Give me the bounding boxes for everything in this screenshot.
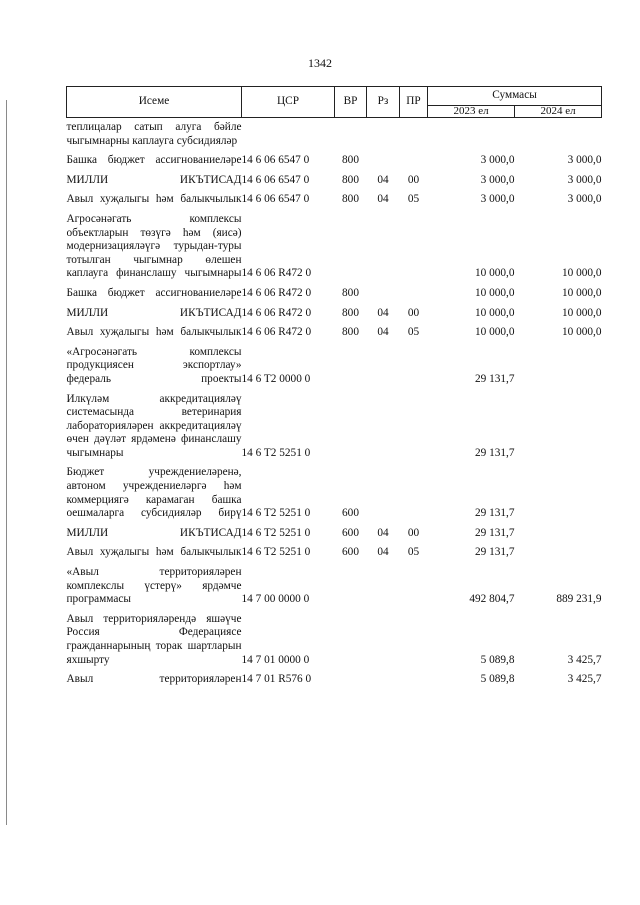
row-vr: 800 [342,326,359,339]
row-vr [335,390,367,464]
row-name: Авыл территорияләрен [66,673,242,686]
row-vr [335,343,367,390]
row-pr [400,151,428,171]
row-name: «Агросәнәгать комплексы продукциясен экспортлау» федераль проекты [66,345,242,385]
table-row [67,190,602,210]
row-name: Бюджет учреждениеләренә, автоном учреждениеләргә һәм коммерциягә карамаган башка оешмаларга субсидияләр бирү [66,466,242,520]
row-sum-2024 [515,543,602,563]
table-row [67,151,602,171]
row-rz: 04 [377,546,389,559]
table-header [67,87,602,118]
row-rz [367,670,400,690]
row-vr: 800 [342,154,359,167]
row-sum-2024: 3 000,0 [567,154,602,167]
row-rz: 04 [377,326,389,339]
row-sum-2024: 3 000,0 [567,173,602,186]
row-csr: 14 7 00 0000 0 [241,593,310,606]
row-sum-2024: 10 000,0 [561,267,602,280]
row-sum-2024 [515,118,602,152]
row-csr: 14 6 06 R472 0 [241,326,312,339]
row-rz [367,210,400,284]
table-row [67,563,602,610]
row-sum-2024 [515,524,602,544]
row-rz [367,151,400,171]
row-pr [400,390,428,464]
table-row [67,524,602,544]
row-sum-2024: 3 425,7 [567,673,602,686]
row-rz: 04 [377,306,389,319]
row-pr: 05 [407,193,420,206]
row-sum-2023: 29 131,7 [474,546,515,559]
column-header-csr: ЦСР [242,87,335,118]
table-row [67,118,602,152]
row-vr [335,210,367,284]
row-csr: 14 6 T2 5251 0 [241,526,311,539]
column-header-rz: Рз [367,87,400,118]
row-sum-2023: 3 000,0 [480,154,515,167]
row-sum-2023: 3 000,0 [480,193,515,206]
row-sum-2024: 10 000,0 [561,286,602,299]
column-header-vr: ВР [335,87,367,118]
table-row [67,210,602,284]
row-csr: 14 6 06 6547 0 [241,193,310,206]
row-vr [335,670,367,690]
row-sum-2023: 29 131,7 [474,446,515,459]
row-sum-2024 [515,343,602,390]
column-header-2023: 2023 ел [428,106,515,118]
row-pr [400,670,428,690]
column-header-pr: ПР [400,87,428,118]
row-sum-2024 [515,390,602,464]
row-sum-2024: 3 000,0 [567,193,602,206]
row-vr: 800 [342,193,359,206]
row-name: Авыл территорияләрендә яшәүче Россия Федерациясе гражданнарының торак шартларын яхшырту [66,612,242,666]
row-vr [335,118,367,152]
row-rz [367,563,400,610]
row-rz: 04 [377,526,389,539]
row-csr: 14 6 T2 5251 0 [241,446,311,459]
row-sum-2024 [515,463,602,523]
row-pr: 00 [407,173,420,186]
row-sum-2024: 889 231,9 [556,593,602,606]
row-pr: 00 [407,526,420,539]
column-header-name: Исеме [67,87,242,118]
row-name: Агросәнәгать комплексы объектларын төзүгә һәм (яисә) модернизацияләүгә турыдан-туры тотылган чыгымнар өлешен каплауга финанслашу чыгымнары [66,212,242,280]
row-sum-2023: 5 089,8 [480,673,515,686]
row-sum-2024: 10 000,0 [561,306,602,319]
row-sum-2023: 29 131,7 [474,507,515,520]
row-pr: 00 [407,306,420,319]
row-sum-2023: 29 131,7 [474,526,515,539]
row-name: Башка бюджет ассигнованиеләре [66,154,242,167]
row-pr [400,563,428,610]
row-csr: 14 6 T2 0000 0 [241,372,311,385]
row-sum-2023: 5 089,8 [480,653,515,666]
row-sum-2023: 10 000,0 [474,286,515,299]
row-vr: 800 [342,286,359,299]
table-row [67,284,602,304]
row-name: МИЛЛИ ИКЪТИСАД [66,526,242,539]
row-sum-2023: 3 000,0 [480,173,515,186]
table-row [67,304,602,324]
row-csr: 14 7 01 R576 0 [241,673,312,686]
row-csr: 14 6 T2 5251 0 [241,507,311,520]
row-name: Башка бюджет ассигнованиеләре [66,286,242,299]
table-body [67,118,602,690]
row-vr: 800 [342,173,359,186]
table-row [67,171,602,191]
row-name: МИЛЛИ ИКЪТИСАД [66,306,242,319]
row-csr: 14 7 01 0000 0 [241,653,310,666]
row-vr: 600 [342,526,359,539]
row-name: Илкүләм аккредитацияләү системасында ветеринария лабораторияләрен аккредитацияләү өчен дәүләт ярдәменә финанслашу чыгымнары [66,392,242,459]
row-rz [367,390,400,464]
row-sum-2023: 10 000,0 [474,306,515,319]
row-csr [242,118,335,152]
row-rz [367,610,400,670]
row-name: Авыл хуҗалыгы һәм балыкчылык [66,193,242,206]
row-name: теплицалар сатып алуга бәйле чыгымнарны каплауга субсидияләр [66,121,242,147]
row-csr: 14 6 06 R472 0 [241,267,312,280]
row-sum-2023: 10 000,0 [474,267,515,280]
page-number: 1342 [308,56,332,70]
row-name: «Авыл территорияләрен комплекслы үстерү» ярдәмче программасы [66,566,242,606]
column-header-sums: Суммасы [428,87,602,106]
table-row [67,390,602,464]
row-rz: 04 [377,193,389,206]
row-csr: 14 6 06 R472 0 [241,306,312,319]
row-rz [367,284,400,304]
row-pr: 05 [407,546,420,559]
row-sum-2023: 492 804,7 [469,593,515,606]
row-vr [335,563,367,610]
row-vr: 600 [342,546,359,559]
row-sum-2023: 29 131,7 [474,372,515,385]
row-csr: 14 6 06 6547 0 [241,154,310,167]
row-vr [335,610,367,670]
row-pr [400,284,428,304]
row-csr: 14 6 T2 5251 0 [241,546,311,559]
table-row [67,670,602,690]
row-pr [400,210,428,284]
row-csr: 14 6 06 R472 0 [241,286,312,299]
row-pr [400,463,428,523]
table-row [67,543,602,563]
row-pr [400,343,428,390]
budget-table [66,86,602,690]
column-header-2024: 2024 ел [515,106,602,118]
row-pr [400,610,428,670]
row-vr: 800 [342,306,359,319]
row-rz [367,343,400,390]
table-row [67,323,602,343]
row-pr [400,118,428,152]
row-csr: 14 6 06 6547 0 [241,173,310,186]
row-sum-2023 [428,118,515,152]
row-name: Авыл хуҗалыгы һәм балыкчылык [66,546,242,559]
row-sum-2024: 3 425,7 [567,653,602,666]
scan-margin-line [6,100,7,825]
table-row [67,463,602,523]
row-sum-2024: 10 000,0 [561,326,602,339]
row-rz: 04 [377,173,389,186]
row-name: Авыл хуҗалыгы һәм балыкчылык [66,326,242,339]
table-row [67,610,602,670]
row-pr: 05 [407,326,420,339]
table-row [67,343,602,390]
row-name: МИЛЛИ ИКЪТИСАД [66,173,242,186]
row-rz [367,118,400,152]
row-rz [367,463,400,523]
row-sum-2023: 10 000,0 [474,326,515,339]
row-vr: 600 [342,507,359,520]
